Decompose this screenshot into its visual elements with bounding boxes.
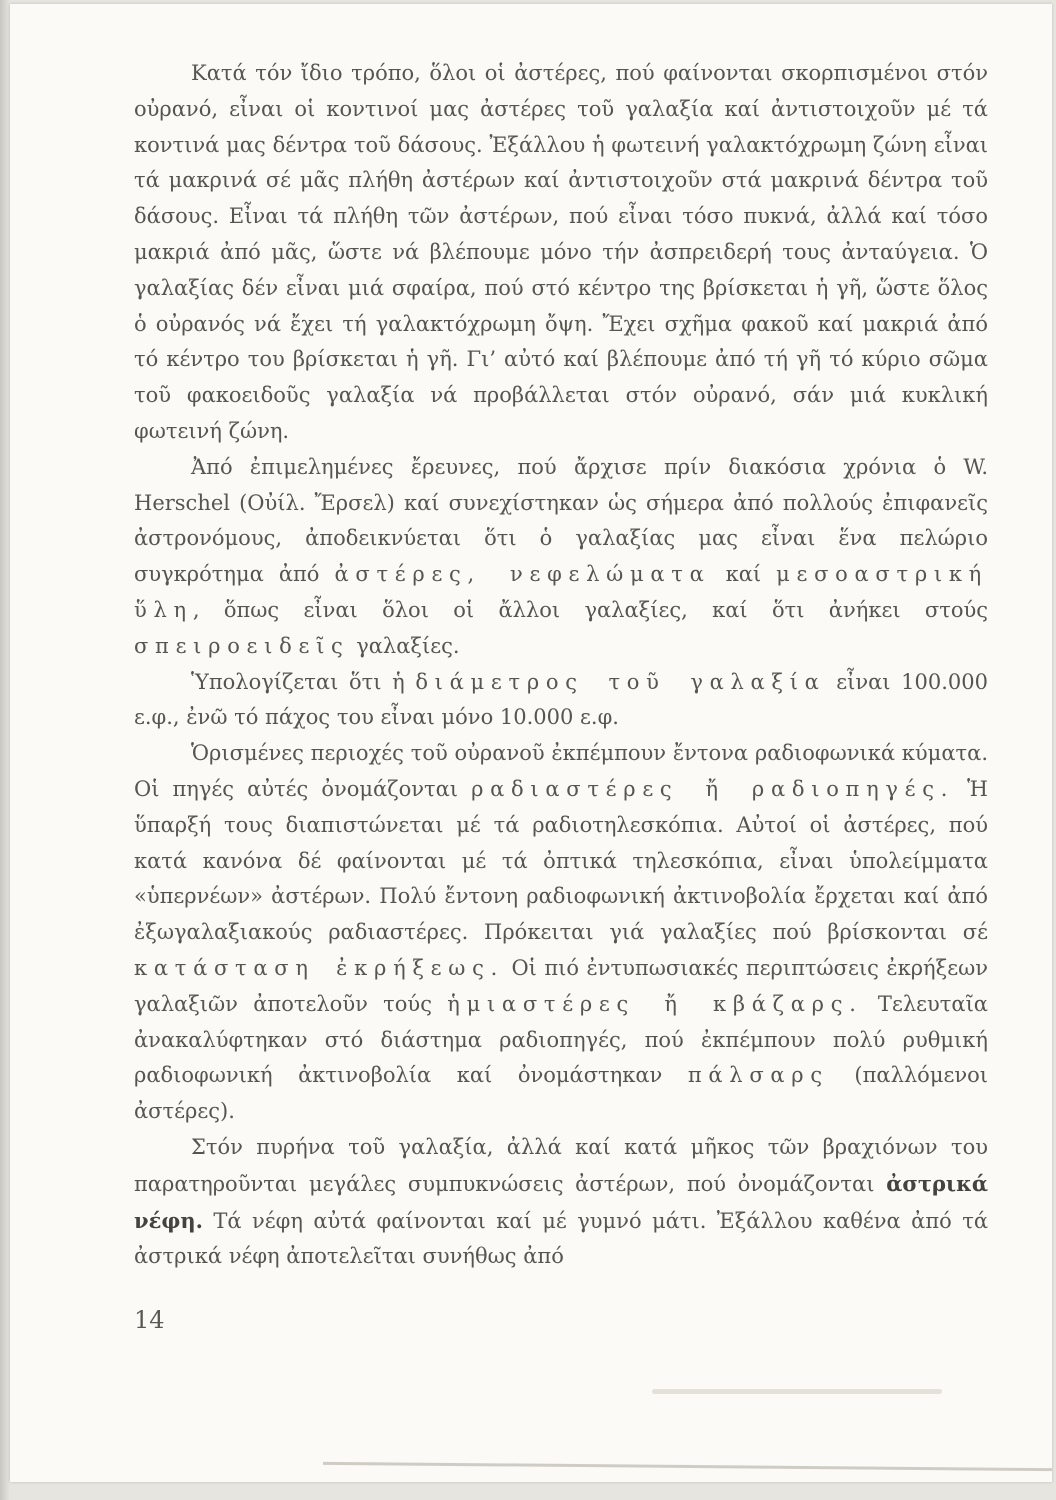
emphasis-spaced-text: ἀστέρες, νεφελώματα <box>334 562 711 587</box>
emphasis-spaced-text: ἡμιαστέρες ἤ κβάζαρς. <box>447 991 863 1016</box>
paragraph <box>134 736 988 1130</box>
paragraph <box>134 450 988 665</box>
text-block <box>134 56 988 1275</box>
emphasis-spaced-text: πάλσαρς <box>687 1063 829 1088</box>
page-edge-shadow <box>323 1462 1052 1471</box>
emphasis-spaced-text: κατάσταση ἐκρήξεως. <box>134 955 504 980</box>
body-text: Τά νέφη αὐτά φαίνονται καί μέ γυμνό μάτι. Ἐξάλλου καθένα ἀπό τά ἀστρικά νέφη ἀποτελεῖται συνήθως ἀπό <box>134 1208 988 1269</box>
emphasis-bold-text: ἀστρικά νέφη. <box>134 1170 988 1233</box>
paragraph <box>134 665 988 737</box>
body-text: Ὑπολογίζεται ὅτι ἡ <box>191 669 416 694</box>
page-sheet <box>10 4 1052 1482</box>
emphasis-spaced-text: ραδιαστέρες ἤ ραδιοπηγές. <box>471 776 955 801</box>
body-text: Στόν πυρήνα τοῦ γαλαξία, ἀλλά καί κατά μῆκος τῶν βραχιόνων του παρατηροῦνται μεγάλες συμπυκνώσεις ἀστέρων, πού ὀνομάζονται <box>134 1134 988 1196</box>
body-text: Ὁρισμένες περιοχές τοῦ οὐρανοῦ ἐκπέμπουν ἔντονα ραδιοφωνικά κύματα. Οἱ πηγές αὐτές ὀνομάζονται <box>134 741 988 801</box>
body-text: Οἱ πιό ἐντυπωσιακές περιπτώσεις ἐκρήξεων γαλαξιῶν ἀποτελοῦν τούς <box>134 955 988 1016</box>
body-text: Ἡ ὕπαρξή τους διαπιστώνεται μέ τά ραδιοτηλεσκόπια. Αὐτοί οἱ ἀστέρες, πού κατά κανόνα δέ φαίνονται μέ τά ὀπτικά τηλεσκόπια, εἶναι ὑπολείμματα «ὑπερνέων» ἀστέρων. Πολύ ἔντονη ραδιοφωνική ἀκτινοβολία ἔρχεται καί ἀπό ἐξωγαλαξιακούς ραδιαστέρες. Πρόκειται γιά γαλαξίες πού βρίσκονται σέ <box>134 776 988 945</box>
body-text: καί <box>710 562 777 587</box>
body-text: γαλαξίες. <box>349 633 460 658</box>
emphasis-spaced-text: διάμετρος τοῦ γαλαξία <box>415 669 826 694</box>
emphasis-spaced-text: μεσοαστρική ὕλη <box>134 562 988 622</box>
body-text: εἶναι 100.000 ε.φ., ἐνῶ τό πάχος του εἶναι μόνο 10.000 ε.φ. <box>134 669 988 730</box>
page-number: 14 <box>134 1306 165 1334</box>
body-text: Ἀπό ἐπιμελημένες ἔρευνες, πού ἄρχισε πρίν διακόσια χρόνια ὁ W. Herschel (Οὐίλ. Ἔρσελ) καί συνεχίστηκαν ὡς σήμερα ἀπό πολλούς ἐπιφανεῖς ἀστρονόμους, ἀποδεικνύεται ὅτι ὁ γαλαξίας μας εἶναι ἕνα πελώριο συγκρότημα ἀπό <box>134 454 988 587</box>
scan-artifact-smudge <box>652 1389 942 1394</box>
body-text: (παλλόμενοι ἀστέρες). <box>134 1063 988 1124</box>
body-text: , ὅπως εἶναι ὅλοι οἱ ἄλλοι γαλαξίες, καί ὅτι ἀνήκει στούς <box>192 597 988 622</box>
body-text: Κατά τόν ἴδιο τρόπο, ὅλοι οἱ ἀστέρες, πού φαίνονται σκορπισμένοι στόν οὐρανό, εἶναι οἱ κοντινοί μας ἀστέρες τοῦ γαλαξία καί ἀντιστοιχοῦν μέ τά κοντινά μας δέντρα τοῦ δάσους. Ἐξάλλου ἡ φωτεινή γαλακτόχρωμη ζώνη εἶναι τά μακρινά σέ μᾶς πλήθη ἀστέρων καί ἀντιστοιχοῦν στά μακρινά δέντρα τοῦ δάσους. Εἶναι τά πλήθη τῶν ἀστέρων, πού εἶναι τόσο πυκνά, ἀλλά καί τόσο μακριά ἀπό μᾶς, ὥστε νά βλέπουμε μόνο τήν ἀσπρειδερή τους ἀνταύγεια. Ὁ γαλαξίας δέν εἶναι μιά σφαίρα, πού στό κέντρο της βρίσκεται ἡ γῆ, ὥστε ὅλος ὁ οὐρανός νά ἔχει τή γαλακτόχρωμη ὄψη. Ἔχει σχῆμα φακοῦ καί μακριά ἀπό τό κέντρο του βρίσκεται ἡ γῆ. Γι’ αὐτό καί βλέπουμε ἀπό τή γῆ τό κύριο σῶμα τοῦ φακοειδοῦς γαλαξία νά προβάλλεται στόν οὐρανό, σάν μιά κυκλική φωτεινή ζώνη. <box>134 61 988 443</box>
paragraph <box>134 1130 988 1275</box>
body-text: Τελευταῖα ἀνακαλύφτηκαν στό διάστημα ραδιοπηγές, πού ἐκπέμπουν πολύ ρυθμική ραδιοφωνική ἀκτινοβολία καί ὀνομάστηκαν <box>134 991 988 1088</box>
paragraph <box>134 56 988 450</box>
emphasis-spaced-text: σπειροειδεῖς <box>134 633 350 658</box>
